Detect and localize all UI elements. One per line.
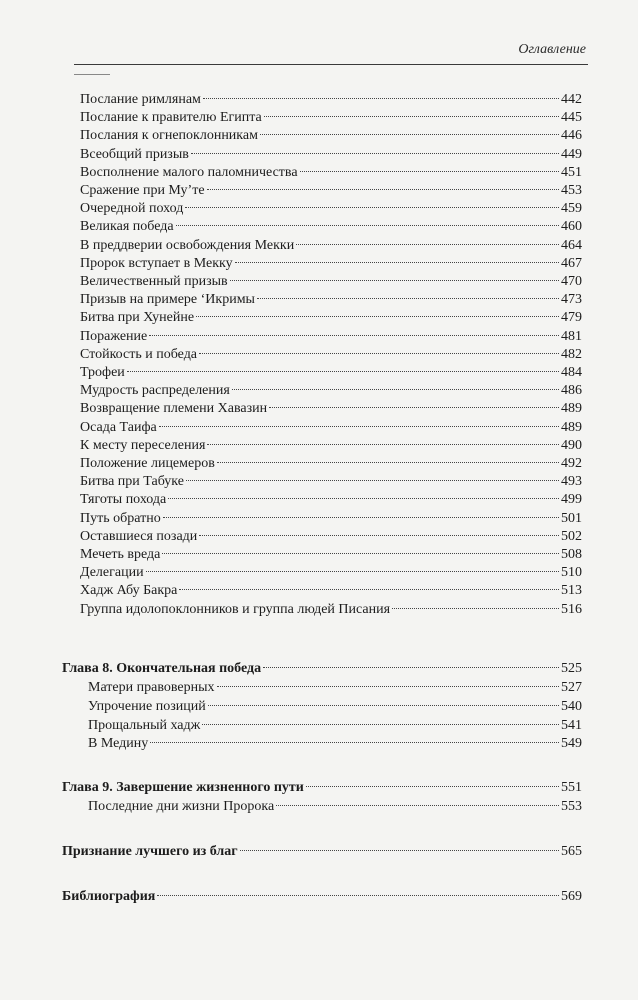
toc-entry-page-number: 553: [561, 799, 582, 814]
toc-entry: [88, 734, 582, 753]
toc-entry: [80, 436, 582, 455]
toc-entry-title: Глава 9. Завершение жизненного пути: [62, 780, 304, 795]
toc-entry-title: Осада Таифа: [80, 419, 157, 435]
dot-leader: [207, 189, 559, 190]
toc-entry-title: Оставшиеся позади: [80, 528, 198, 544]
toc-entry-title: Матери правоверных: [88, 680, 215, 695]
toc-entry-title: Стойкость и победа: [80, 346, 198, 362]
header-rule: [74, 64, 588, 65]
toc-entry-title: Признание лучшего из благ: [62, 844, 238, 859]
toc-entry-title: Сражение при Му’те: [80, 183, 205, 198]
toc-entry: [80, 509, 582, 528]
toc-chapter-entry: [62, 659, 582, 678]
toc-entry-title: Послание к правителю Египта: [80, 110, 262, 126]
toc-entry-title: Хадж Абу Бакра: [80, 583, 178, 599]
dot-leader: [199, 353, 559, 354]
dot-leader: [149, 335, 559, 336]
toc-entry-page-number: 513: [561, 583, 582, 599]
toc-entry-page-number: 510: [561, 565, 582, 581]
dot-leader: [159, 426, 559, 427]
toc-entry: [80, 290, 582, 309]
toc-entry-page-number: 484: [561, 365, 582, 380]
toc-entry-page-number: 449: [561, 146, 582, 162]
dot-leader: [263, 667, 559, 668]
toc-entry-page-number: 486: [561, 383, 582, 399]
dot-leader: [202, 724, 559, 725]
toc-entry-page-number: 551: [561, 780, 582, 795]
toc-entry-title: Группа идолопоклонников и группа людей Писания: [80, 601, 391, 617]
toc-entry-page-number: 508: [561, 547, 582, 562]
toc-entry-page-number: 490: [561, 437, 582, 453]
dot-leader: [185, 207, 559, 208]
toc-entry-title: Восполнение малого паломничества: [80, 164, 298, 180]
toc-entry: [88, 678, 582, 697]
toc-entry: [80, 399, 582, 418]
dot-leader: [146, 571, 559, 572]
toc-chapter-entry: [62, 778, 582, 797]
toc-entry: [80, 90, 582, 109]
toc-entry-page-number: 493: [561, 474, 582, 490]
dot-leader: [240, 850, 559, 851]
toc-entry-title: Библиография: [62, 889, 156, 904]
dot-leader: [217, 686, 560, 687]
toc-entry-title: Мудрость распределения: [80, 383, 230, 399]
toc-entry: [80, 345, 582, 364]
dot-leader: [186, 480, 559, 481]
dot-leader: [199, 535, 559, 536]
toc-entry-page-number: 501: [561, 510, 582, 526]
toc-entry: [80, 145, 582, 164]
toc-entry-page-number: 549: [561, 736, 582, 751]
toc-entry-title: Упрочение позиций: [88, 699, 206, 714]
dot-leader: [217, 462, 559, 463]
dot-leader: [168, 498, 559, 499]
toc-entry-title: Тяготы похода: [80, 492, 167, 508]
dot-leader: [150, 742, 559, 743]
toc-entry-page-number: 489: [561, 401, 582, 417]
toc-entry-title: Очередной поход: [80, 201, 184, 217]
dot-leader: [157, 895, 559, 896]
toc-entry-page-number: 569: [561, 889, 582, 904]
toc-entry: [80, 563, 582, 582]
dot-leader: [232, 389, 559, 390]
dot-leader: [296, 244, 559, 245]
dot-leader: [264, 116, 559, 117]
dot-leader: [162, 553, 559, 554]
toc-entry-page-number: 453: [561, 183, 582, 198]
dot-leader: [269, 407, 559, 408]
toc-entry-title: В преддверии освобождения Мекки: [80, 237, 295, 253]
dot-leader: [276, 805, 559, 806]
toc-entry-title: Прощальный хадж: [88, 718, 201, 733]
toc-chapter-entry: [62, 842, 582, 861]
toc-entry: [80, 254, 582, 273]
toc-entry: [80, 454, 582, 473]
toc-entry: [80, 199, 582, 218]
toc-entry-title: Поражение: [80, 328, 148, 344]
toc-entry-title: Битва при Табуке: [80, 474, 184, 490]
dot-leader: [208, 705, 559, 706]
toc-entry-page-number: 473: [561, 292, 582, 308]
dot-leader: [196, 316, 559, 317]
toc-entry: [80, 490, 582, 509]
dot-leader: [235, 262, 559, 263]
toc-entry: [80, 327, 582, 346]
toc-entry-page-number: 540: [561, 699, 582, 714]
dot-leader: [392, 608, 559, 609]
toc-entry-page-number: 482: [561, 346, 582, 362]
toc-entry-page-number: 502: [561, 528, 582, 544]
toc-entry-title: Пророк вступает в Мекку: [80, 255, 233, 271]
toc-entry: [80, 217, 582, 236]
dot-leader: [260, 134, 559, 135]
toc-entry-page-number: 460: [561, 219, 582, 235]
toc-entry: [80, 108, 582, 127]
toc-entry-title: Великая победа: [80, 219, 174, 235]
toc-entry-page-number: 481: [561, 328, 582, 344]
toc-entry-page-number: 445: [561, 110, 582, 126]
toc-entry: [88, 716, 582, 735]
toc-entry-page-number: 459: [561, 201, 582, 217]
dot-leader: [191, 153, 559, 154]
toc-entry: [80, 527, 582, 546]
toc-entry: [80, 163, 582, 182]
toc-entry: [80, 418, 582, 437]
toc-entry-page-number: 464: [561, 237, 582, 253]
toc-entry-title: Положение лицемеров: [80, 456, 215, 471]
toc-entry-page-number: 565: [561, 844, 582, 859]
toc-entry-title: Послание римлянам: [80, 92, 201, 107]
toc-entry-title: Призыв на примере ‘Икримы: [80, 292, 255, 308]
toc-entry-title: Послания к огнепоклонникам: [80, 128, 258, 144]
toc-entry-page-number: 499: [561, 492, 582, 508]
dot-leader: [230, 280, 559, 281]
toc-entry: [80, 236, 582, 255]
dot-leader: [306, 786, 559, 787]
toc-entry: [80, 581, 582, 600]
toc-entry-title: Мечеть вреда: [80, 547, 161, 562]
toc-entry-title: В Медину: [88, 736, 149, 751]
header-ornament: [74, 66, 110, 75]
toc-entry: [80, 381, 582, 400]
toc-entry: [80, 600, 582, 619]
toc-entry: [80, 363, 582, 382]
toc-entry-page-number: 467: [561, 255, 582, 271]
toc-entry-page-number: 451: [561, 164, 582, 180]
dot-leader: [163, 517, 559, 518]
toc-entry-page-number: 446: [561, 128, 582, 144]
toc-entry-page-number: 527: [561, 680, 582, 695]
toc-entry: [80, 126, 582, 145]
toc-entry-title: Делегации: [80, 565, 144, 581]
toc-entry: [80, 472, 582, 491]
toc-entry-page-number: 541: [561, 718, 582, 733]
toc-entry-page-number: 489: [561, 419, 582, 435]
dot-leader: [300, 171, 559, 172]
toc-entry: [80, 272, 582, 291]
toc-entry: [80, 308, 582, 327]
toc-entry-title: Путь обратно: [80, 510, 161, 526]
toc-entry: [80, 545, 582, 564]
toc-entry-page-number: 525: [561, 661, 582, 676]
toc-entry: [88, 697, 582, 716]
toc-entry-page-number: 492: [561, 456, 582, 471]
toc-entry-title: Величественный призыв: [80, 274, 228, 289]
toc-entry-page-number: 516: [561, 601, 582, 617]
dot-leader: [257, 298, 559, 299]
toc-entry-title: Битва при Хунейне: [80, 310, 195, 326]
toc-entry: [88, 797, 582, 816]
toc-entry: [80, 181, 582, 200]
dot-leader: [127, 371, 559, 372]
toc-entry-title: Трофеи: [80, 365, 125, 380]
toc-entry-page-number: 470: [561, 274, 582, 289]
dot-leader: [203, 98, 559, 99]
dot-leader: [179, 589, 559, 590]
toc-entry-title: Всеобщий призыв: [80, 146, 189, 162]
toc-chapter-entry: [62, 887, 582, 906]
toc-entry-page-number: 442: [561, 92, 582, 107]
dot-leader: [176, 225, 559, 226]
toc-entry-title: Глава 8. Окончательная победа: [62, 661, 262, 676]
toc-entry-title: Последние дни жизни Пророка: [88, 799, 275, 814]
dot-leader: [207, 444, 559, 445]
toc-entry-page-number: 479: [561, 310, 582, 326]
running-head: Оглавление: [518, 42, 586, 57]
toc-entry-title: К месту переселения: [80, 437, 206, 453]
toc-entry-title: Возвращение племени Хавазин: [80, 401, 268, 417]
